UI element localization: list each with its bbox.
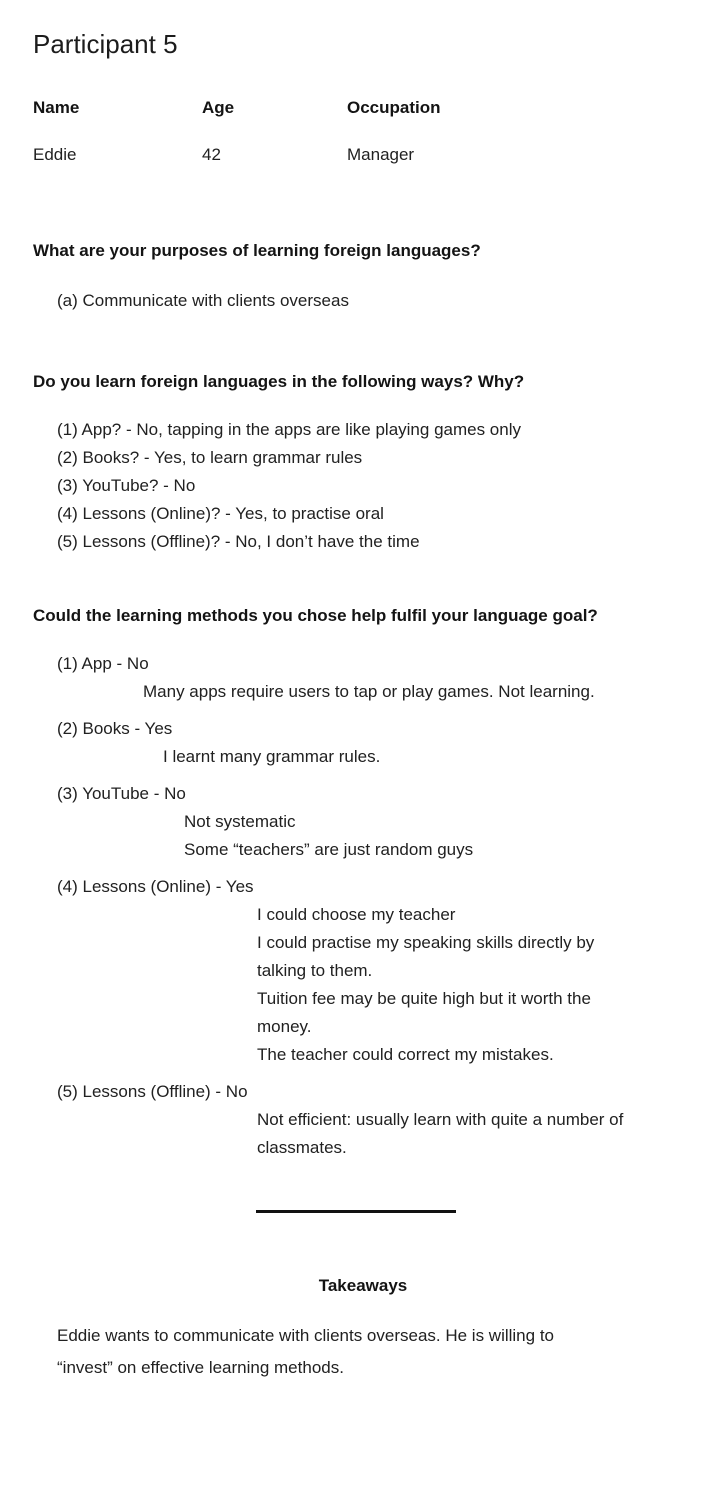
- ways-item-lessons-online: (4) Lessons (Online)? - Yes, to practise oral: [57, 504, 384, 523]
- qa-details-lessons-online: [257, 901, 709, 1069]
- ways-item-youtube: (3) YouTube? - No: [57, 476, 196, 495]
- qa-detail-line: Not efficient: usually learn with quite a number of: [257, 1110, 624, 1129]
- qa-detail-line: talking to them.: [257, 961, 373, 980]
- qa-block-lessons-offline: [57, 1078, 709, 1162]
- qa-block-books: [57, 715, 709, 771]
- takeaways-line: “invest” on effective learning methods.: [57, 1358, 344, 1377]
- qa-details-books: [163, 743, 709, 771]
- qa-detail-line: money.: [257, 1017, 312, 1036]
- info-value-age: 42: [202, 145, 221, 164]
- answer-purposes: (a) Communicate with clients overseas: [57, 291, 349, 310]
- question-fulfil-goal: Could the learning methods you chose help fulfil your language goal?: [33, 606, 598, 625]
- ways-item-app: (1) App? - No, tapping in the apps are like playing games only: [57, 420, 521, 439]
- qa-label-app: (1) App - No: [57, 654, 149, 673]
- takeaways-text: [57, 1320, 649, 1384]
- ways-item-lessons-offline: (5) Lessons (Offline)? - No, I don’t have the time: [57, 532, 420, 551]
- qa-details-app: [143, 678, 709, 706]
- qa-detail-line: Many apps require users to tap or play games. Not learning.: [143, 682, 595, 701]
- qa-detail-line: Tuition fee may be quite high but it worth the: [257, 989, 591, 1008]
- ways-item-books: (2) Books? - Yes, to learn grammar rules: [57, 448, 363, 467]
- takeaways-line: Eddie wants to communicate with clients overseas. He is willing to: [57, 1326, 554, 1345]
- participant-info-table: [33, 98, 709, 165]
- qa-details-lessons-offline: [257, 1106, 709, 1162]
- info-header-name: Name: [33, 98, 80, 117]
- qa-details-youtube: [184, 808, 709, 864]
- info-header-occupation: Occupation: [347, 98, 441, 117]
- qa-block-youtube: [57, 780, 709, 864]
- qa-detail-line: classmates.: [257, 1138, 347, 1157]
- fulfil-goal-answers: [0, 650, 709, 1162]
- info-table-value-row: [33, 145, 709, 165]
- info-value-name: Eddie: [33, 145, 77, 164]
- participant-notes-page: [0, 28, 709, 1511]
- qa-detail-line: I could choose my teacher: [257, 905, 456, 924]
- qa-detail-line: Some “teachers” are just random guys: [184, 840, 474, 859]
- info-header-age: Age: [202, 98, 235, 117]
- section-divider: [256, 1210, 456, 1213]
- ways-list: [57, 416, 709, 556]
- question-purposes: What are your purposes of learning foreign languages?: [33, 241, 481, 260]
- takeaways-heading: Takeaways: [318, 1276, 408, 1295]
- page-title: Participant 5: [33, 29, 178, 59]
- qa-block-lessons-online: [57, 873, 709, 1069]
- qa-label-lessons-online: (4) Lessons (Online) - Yes: [57, 877, 254, 896]
- qa-detail-line: Not systematic: [184, 812, 296, 831]
- info-value-occupation: Manager: [347, 145, 415, 164]
- qa-label-youtube: (3) YouTube - No: [57, 784, 186, 803]
- qa-detail-line: The teacher could correct my mistakes.: [257, 1045, 554, 1064]
- info-table-header-row: [33, 98, 709, 118]
- qa-block-app: [57, 650, 709, 706]
- qa-detail-line: I could practise my speaking skills directly by: [257, 933, 595, 952]
- qa-label-lessons-offline: (5) Lessons (Offline) - No: [57, 1082, 248, 1101]
- qa-detail-line: I learnt many grammar rules.: [163, 747, 381, 766]
- question-ways: Do you learn foreign languages in the following ways? Why?: [33, 372, 525, 391]
- qa-label-books: (2) Books - Yes: [57, 719, 173, 738]
